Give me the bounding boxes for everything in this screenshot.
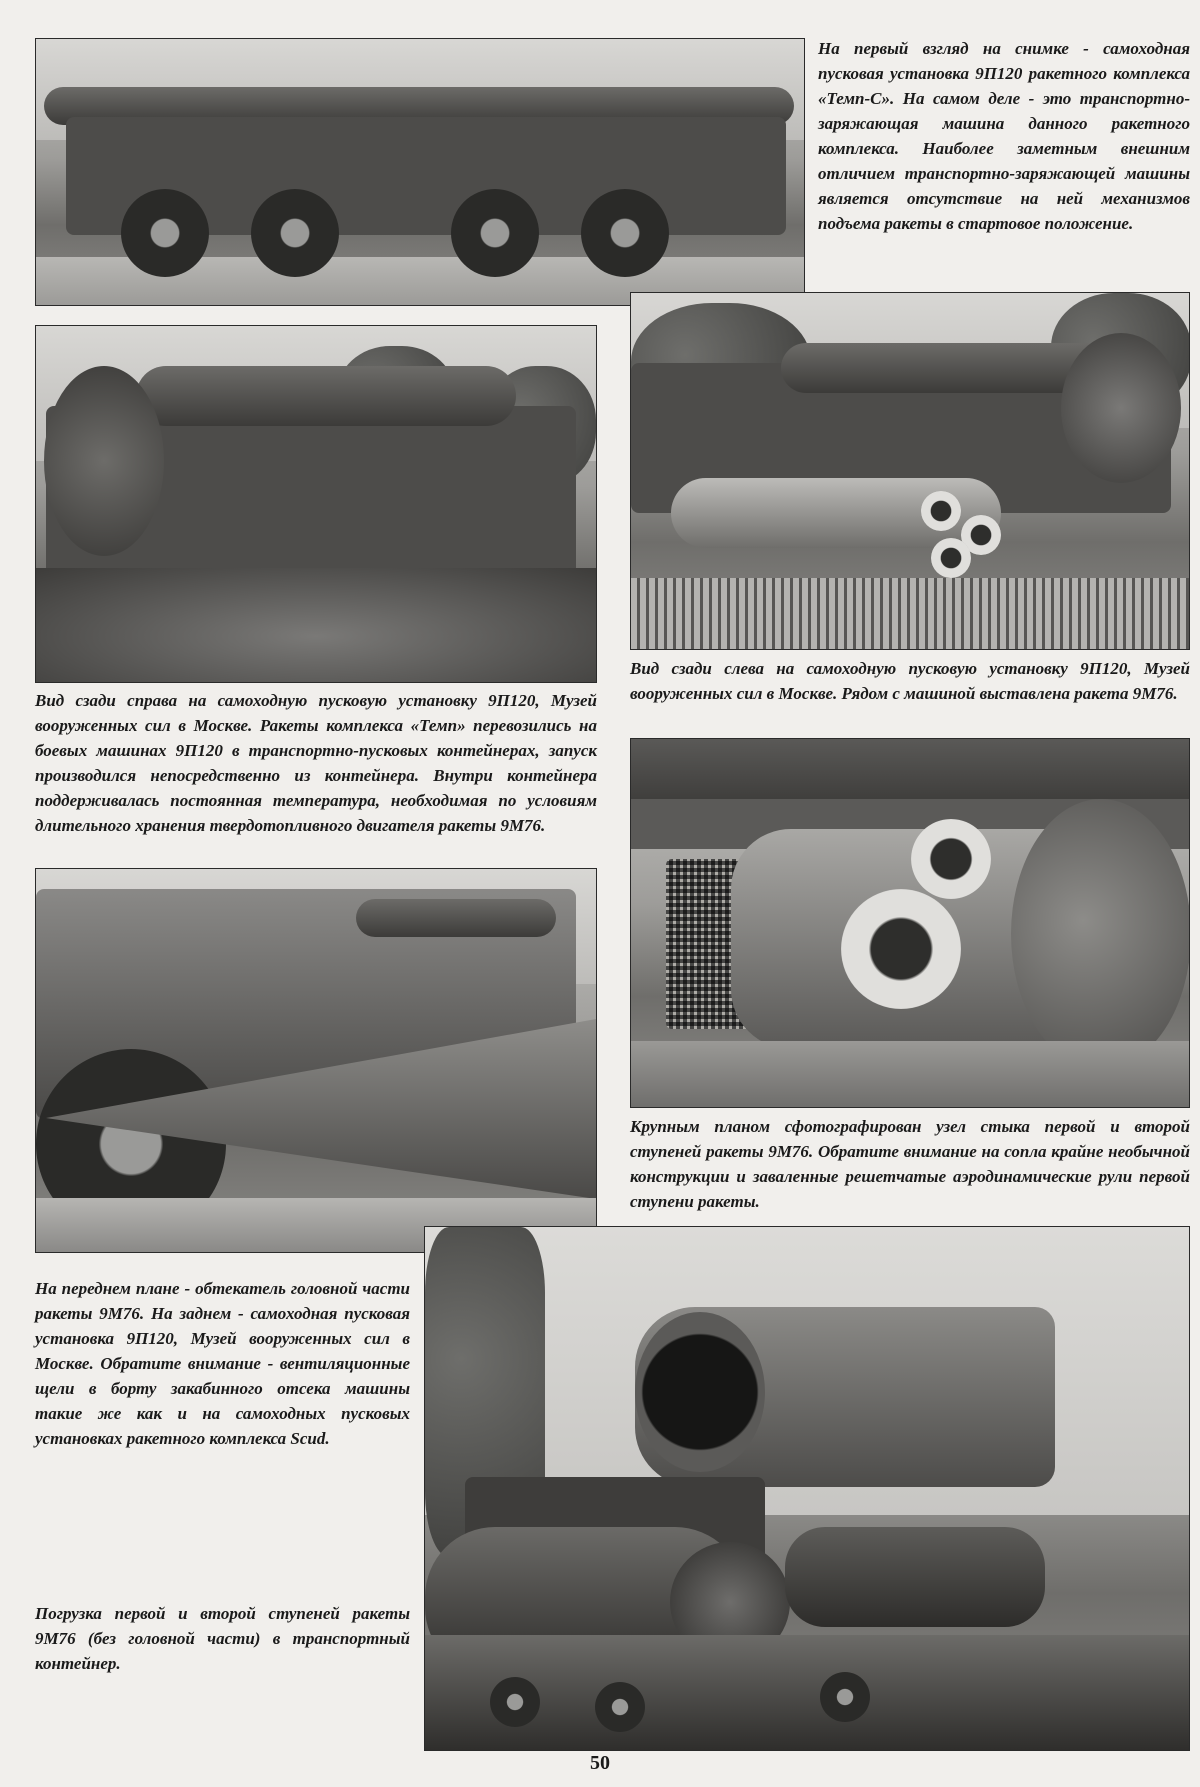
caption-rear-left: Вид сзади слева на самоходную пусковую установку 9П120, Музей вооруженных сил в Москве. Рядом с машиной выставлена ракета 9М76. bbox=[630, 659, 1190, 703]
photo-launcher-rear-left bbox=[630, 292, 1190, 650]
caption-loading: Погрузка первой и второй ступеней ракеты 9М76 (без головной части) в транспортный контейнер. bbox=[35, 1604, 410, 1673]
photo-nose-fairing bbox=[35, 868, 597, 1253]
photo-launcher-rear-right bbox=[35, 325, 597, 683]
caption-closeup: Крупным планом сфотографирован узел стыка первой и второй ступеней ракеты 9М76. Обратите внимание на сопла крайне необычной конструкции и заваленные решетчатые аэродинамические рули первой ступени ракеты. bbox=[630, 1117, 1190, 1211]
page-number: 50 bbox=[590, 1752, 610, 1774]
photo-loading-container bbox=[424, 1226, 1190, 1751]
caption-transporter: На первый взгляд на снимке - самоходная пусковая установка 9П120 ракетного комплекса «Темп-С». На самом деле - это транспортно-заряжающая машина данного ракетного комплекса. Наиболее заметным внешним отличием транспортно-заряжающей машины является отсутствие на ней механизмов подъема ракеты в стартовое положение. bbox=[818, 39, 1190, 233]
photo-transporter-side bbox=[35, 38, 805, 306]
caption-rear-right: Вид сзади справа на самоходную пусковую установку 9П120, Музей вооруженных сил в Москве. Ракеты комплекса «Темп» перевозились на боевых машинах 9П120 в транспортно-пусковых контейнерах, запуск производился непосредственно из контейнера. Внутри контейнера поддерживалась постоянная температура, необходимая по условиям длительного хранения твердотопливного двигателя ракеты 9М76. bbox=[35, 691, 597, 835]
caption-fairing: На переднем плане - обтекатель головной части ракеты 9М76. На заднем - самоходная пусковая установка 9П120, Музей вооруженных сил в Москве. Обратите внимание - вентиляционные щели в борту закабинного отсека машины такие же как и на самоходных пусковых установках ракетного комплекса Scud. bbox=[35, 1279, 410, 1448]
photo-stage-joint-closeup bbox=[630, 738, 1190, 1108]
